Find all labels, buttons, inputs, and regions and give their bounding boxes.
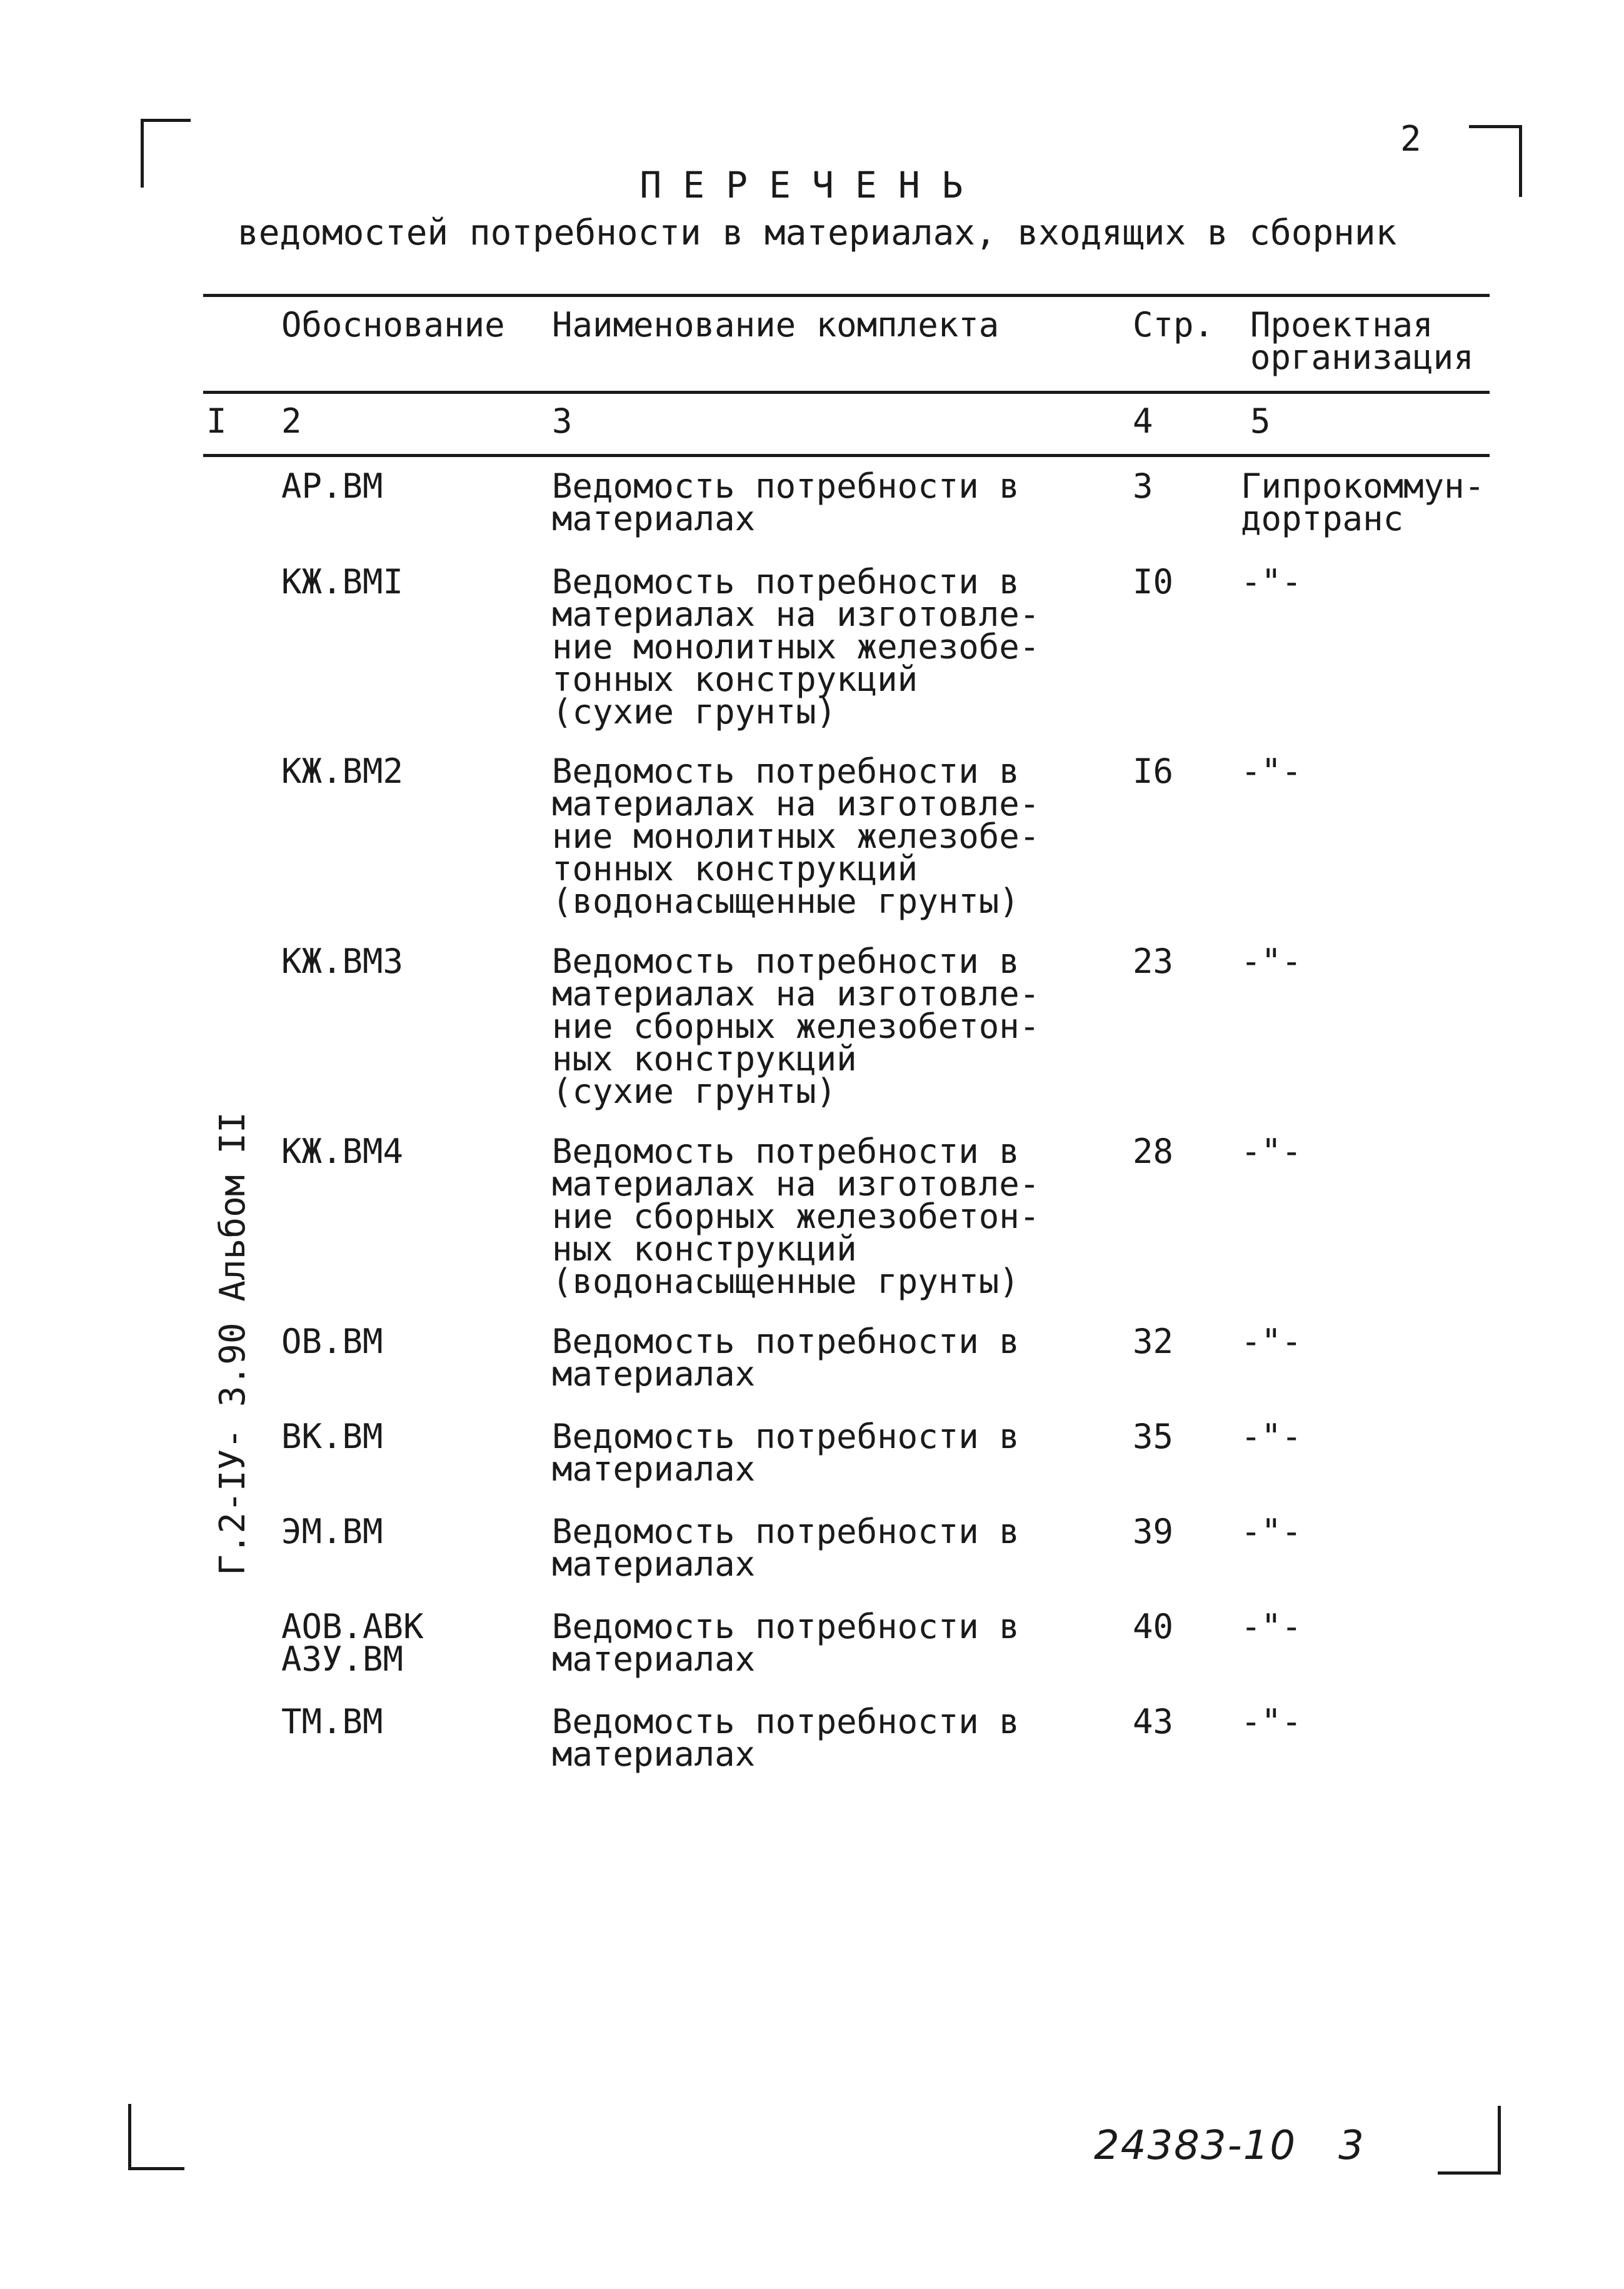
header-code: Обоснование [281, 305, 505, 345]
header-name: Наименование комплекта [552, 305, 1000, 345]
row-code: ОВ.ВМ [281, 1322, 383, 1361]
row-name: Ведомость потребности в материалах [552, 1607, 1020, 1679]
row-org: -"- [1241, 1322, 1302, 1361]
row-page: 32 [1133, 1322, 1174, 1361]
row-name: Ведомость потребности в материалах [552, 1512, 1020, 1584]
column-number-4: 4 [1133, 401, 1153, 441]
row-name: Ведомость потребности в материалах [552, 1417, 1020, 1489]
column-number-3: 3 [552, 401, 573, 441]
header-org: Проектная организация [1250, 305, 1474, 377]
row-org: Гипрокоммун- дортранс [1241, 466, 1485, 538]
row-org: -"- [1241, 1417, 1302, 1456]
row-name: Ведомость потребности в материалах [552, 1702, 1020, 1774]
row-code: КЖ.ВМ3 [281, 942, 404, 981]
row-code: КЖ.ВМ2 [281, 752, 404, 791]
row-code: КЖ.ВМI [281, 562, 404, 601]
row-page: 39 [1133, 1512, 1174, 1551]
row-code: ТМ.ВМ [281, 1702, 383, 1741]
table-top-rule [203, 294, 1490, 297]
row-code: ЭМ.ВМ [281, 1512, 383, 1551]
row-code: АР.ВМ [281, 466, 383, 506]
row-name: Ведомость потребности в материалах на изготовле- ние монолитных железобе- тонных конструкций (водонасыщенные грунты) [552, 752, 1040, 921]
row-org: -"- [1241, 1607, 1302, 1646]
row-page: 35 [1133, 1417, 1174, 1456]
row-page: I0 [1133, 562, 1174, 601]
row-org: -"- [1241, 752, 1302, 791]
row-org: -"- [1241, 1132, 1302, 1171]
row-page: 3 [1133, 466, 1153, 506]
column-number-1: I [206, 401, 227, 441]
table-column-numbers-rule [203, 454, 1490, 457]
row-org: -"- [1241, 1512, 1302, 1551]
row-name: Ведомость потребности в материалах [552, 466, 1020, 538]
page-subtitle: ведомостей потребности в материалах, входящих в сборник [238, 213, 1397, 253]
row-name: Ведомость потребности в материалах на изготовле- ние сборных железобетон- ных конструкций (водонасыщенные грунты) [552, 1132, 1040, 1301]
row-page: I6 [1133, 752, 1174, 791]
row-page: 23 [1133, 942, 1174, 981]
row-name: Ведомость потребности в материалах [552, 1322, 1020, 1394]
bottom-stamp: 24383-10 3 [1094, 2123, 1365, 2169]
row-code: КЖ.ВМ4 [281, 1132, 404, 1171]
column-number-2: 2 [281, 401, 302, 441]
row-code: АОВ.АВК АЗУ.ВМ [281, 1607, 424, 1679]
row-org: -"- [1241, 942, 1302, 981]
row-page: 40 [1133, 1607, 1174, 1646]
table-header-rule [203, 391, 1490, 394]
row-page: 28 [1133, 1132, 1174, 1171]
row-page: 43 [1133, 1702, 1174, 1741]
page-title: ПЕРЕЧЕНЬ [639, 164, 985, 206]
row-org: -"- [1241, 1702, 1302, 1741]
row-name: Ведомость потребности в материалах на изготовле- ние сборных железобетон- ных конструкций (сухие грунты) [552, 942, 1040, 1111]
row-org: -"- [1241, 562, 1302, 601]
header-page: Стр. [1133, 305, 1215, 345]
album-side-label: Г.2-IУ- 3.90 Альбом II [213, 1112, 253, 1576]
column-number-5: 5 [1250, 401, 1271, 441]
row-code: ВК.ВМ [281, 1417, 383, 1456]
row-name: Ведомость потребности в материалах на изготовле- ние монолитных железобе- тонных конструкций (сухие грунты) [552, 562, 1040, 732]
page-number: 2 [1400, 119, 1421, 159]
